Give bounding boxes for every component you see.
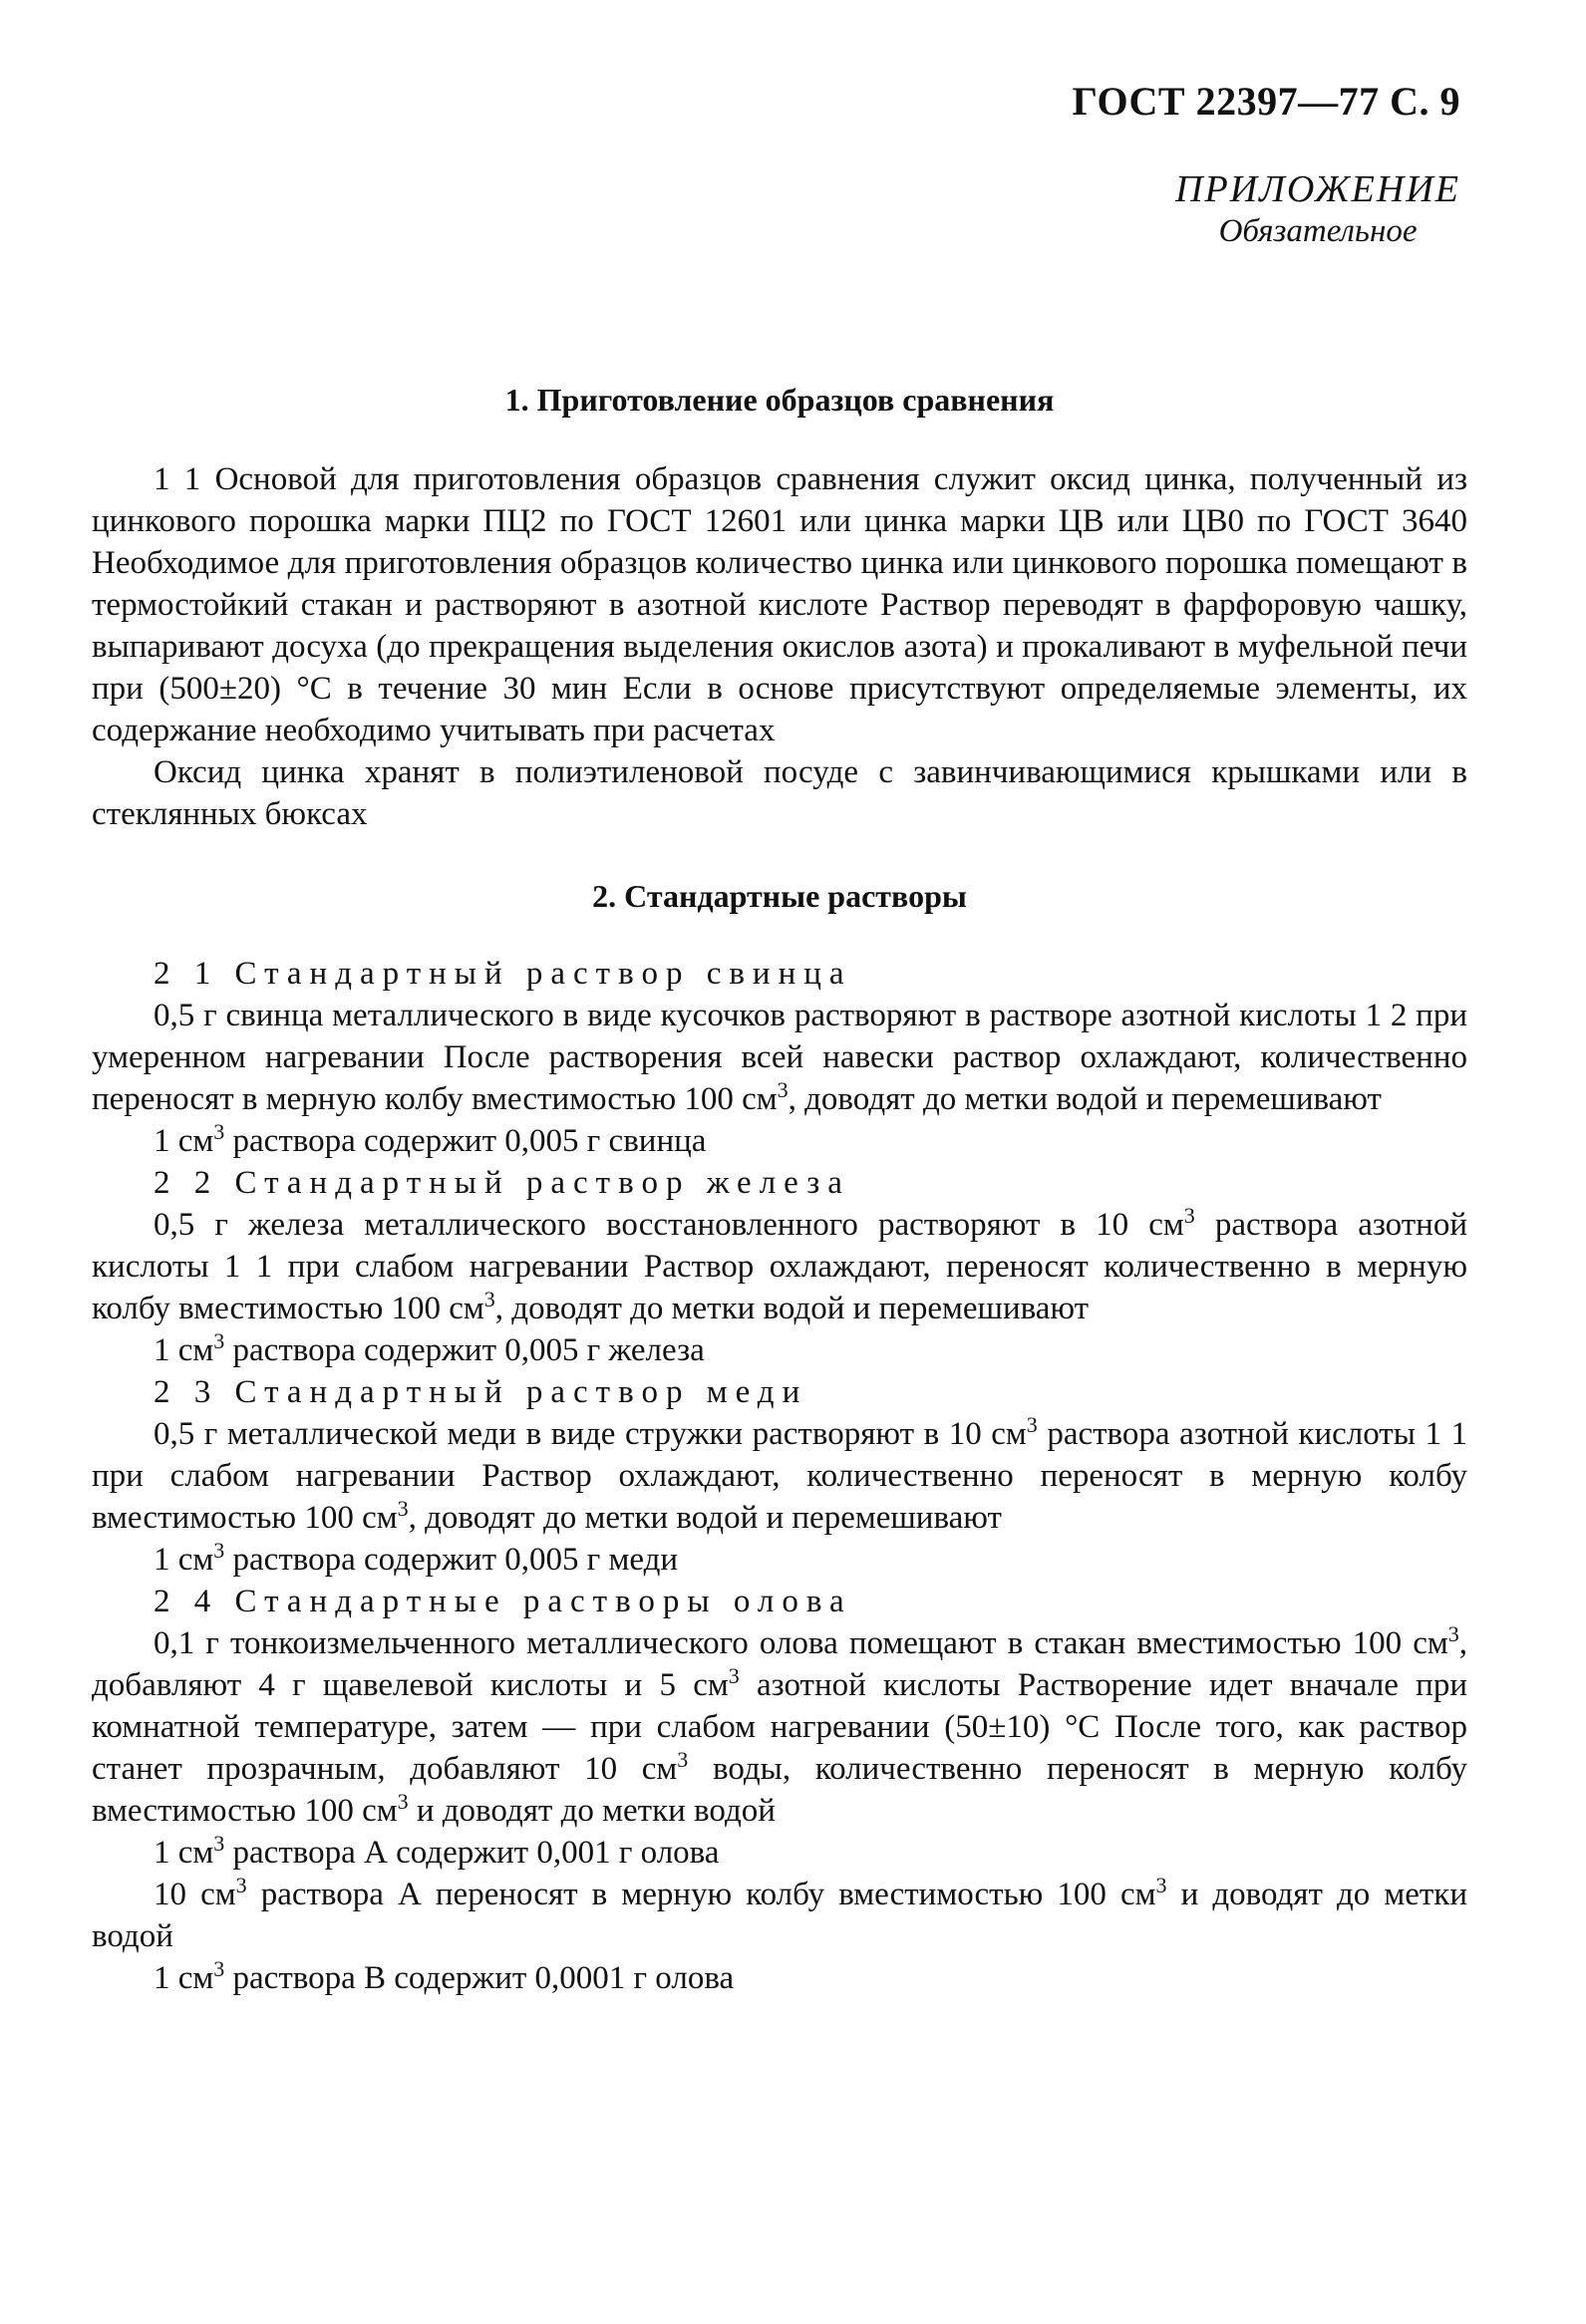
text-fragment: раствора содержит 0,005 г меди — [224, 1542, 679, 1578]
text-fragment: 0,5 г железа металлического восстановленного растворяют в 10 см — [154, 1207, 1184, 1243]
annex-label — [1175, 167, 1460, 250]
text-fragment: раствора В содержит 0,0001 г олова — [224, 1960, 735, 1996]
text-fragment: , добавляют 4 г щавелевой кислоты и 5 см — [92, 1625, 1467, 1703]
text-fragment: 0,1 г тонкоизмельченного металлического олова помещают в стакан вместимостью 100 см — [154, 1625, 1448, 1661]
text-fragment: раствора А содержит 0,001 г олова — [224, 1835, 720, 1871]
text-fragment: раствора азотной кислоты 1 1 при слабом нагревании Раствор охлаждают, переносят количественно в мерную колбу вместимостью 100 см — [92, 1207, 1467, 1326]
superscript: 3 — [728, 1663, 740, 1688]
superscript: 3 — [1155, 1873, 1167, 1897]
superscript: 3 — [483, 1287, 495, 1311]
text-fragment: , доводят до метки водой и перемешивают — [788, 1081, 1382, 1117]
superscript: 3 — [1026, 1412, 1038, 1437]
superscript: 3 — [213, 1538, 225, 1563]
superscript: 3 — [777, 1077, 789, 1102]
annex-title: ПРИЛОЖЕНИЕ — [1175, 168, 1460, 210]
text-fragment: и доводят до метки водой — [408, 1793, 776, 1829]
paragraph-2-4-a — [92, 1622, 1467, 1832]
paragraph-2-2-b — [92, 1329, 1467, 1371]
paragraph-2-3-b — [92, 1539, 1467, 1581]
subsection-2-2-title: 2 2 Стандартный раствор железа — [154, 1165, 850, 1201]
superscript: 3 — [397, 1789, 409, 1814]
text-fragment: 1 см — [154, 1332, 214, 1368]
paragraph-1-1: 1 1 Основой для приготовления образцов сравнения служит оксид цинка, полученный из цинкового порошка марки ПЦ2 по ГОСТ 12601 или цинка марки ЦВ или ЦВ0 по ГОСТ 3640 Необходимое для приготовления образцов количество цинка или цинкового порошка помещают в термостойкий стакан и растворяют в азотной кислоте Раствор переводят в фарфоровую чашку, выпаривают досуха (до прекращения выделения окислов азота) и прокаливают в муфельной печи при (500±20) °С в течение 30 мин Если в основе присутствуют определяемые элементы, их содержание необходимо учитывать при расчетах — [92, 461, 1467, 748]
subsection-2-1-title: 2 1 Стандартный раствор свинца — [154, 956, 852, 992]
text-fragment: воды, количественно переносят в мерную колбу вместимостью 100 см — [92, 1751, 1467, 1829]
paragraph-2-4-d — [92, 1957, 1467, 1999]
superscript: 3 — [397, 1496, 409, 1521]
text-fragment: и доводят до метки водой — [92, 1877, 1467, 1954]
text-fragment: , доводят до метки водой и перемешивают — [408, 1500, 1002, 1536]
text-fragment: 0,5 г металлической меди в виде стружки растворяют в 10 см — [154, 1416, 1027, 1452]
text-fragment: 1 см — [154, 1960, 214, 1996]
annex-subtitle: Обязательное — [1218, 213, 1418, 249]
superscript: 3 — [213, 1119, 225, 1144]
superscript: 3 — [1447, 1621, 1459, 1646]
superscript: 3 — [677, 1747, 689, 1772]
superscript: 3 — [1183, 1203, 1195, 1228]
superscript: 3 — [213, 1831, 225, 1856]
text-fragment: азотной кислоты Растворение идет вначале при комнатной температуре, затем — при слабом нагревании (50±10) °С После того, как раствор станет прозрачным, добавляют 10 см — [92, 1667, 1468, 1787]
text-fragment: 1 см — [154, 1542, 214, 1578]
section-2-heading: 2. Стандартные растворы — [592, 878, 967, 914]
text-fragment: 1 см — [154, 1835, 214, 1871]
superscript: 3 — [235, 1873, 247, 1897]
superscript: 3 — [213, 1328, 225, 1353]
page-header: ГОСТ 22397—77 С. 9 — [1072, 79, 1460, 124]
text-fragment: раствора А переносят в мерную колбу вместимостью 100 см — [246, 1877, 1156, 1912]
document-body — [92, 379, 1467, 1999]
text-fragment: 1 см — [154, 1123, 214, 1159]
subsection-2-4-title: 2 4 Стандартные растворы олова — [154, 1584, 852, 1619]
text-fragment: раствора содержит 0,005 г свинца — [224, 1123, 707, 1159]
paragraph-1-2: Оксид цинка хранят в полиэтиленовой посуде с завинчивающимися крышками или в стеклянных бюксах — [92, 754, 1467, 832]
paragraph-2-1-b — [92, 1120, 1467, 1162]
paragraph-2-4-b — [92, 1832, 1467, 1874]
text-fragment: , доводят до метки водой и перемешивают — [494, 1291, 1090, 1326]
superscript: 3 — [213, 1956, 225, 1981]
subsection-2-3-title: 2 3 Стандартный раствор меди — [154, 1374, 808, 1410]
paragraph-2-1-a — [92, 995, 1467, 1120]
section-1-heading: 1. Приготовление образцов сравнения — [504, 382, 1055, 418]
text-fragment: 0,5 г свинца металлического в виде кусочков растворяют в растворе азотной кислоты 1 2 при умеренном нагревании После растворения всей навески раствор охлаждают, количественно переносят в мерную колбу вместимостью 100 см — [92, 998, 1467, 1117]
paragraph-2-2-a — [92, 1204, 1467, 1329]
text-fragment: раствора азотной кислоты 1 1 при слабом нагревании Раствор охлаждают, количественно переносят в мерную колбу вместимостью 100 см — [92, 1416, 1467, 1536]
text-fragment: 10 см — [154, 1877, 236, 1912]
text-fragment: раствора содержит 0,005 г железа — [224, 1332, 705, 1368]
paragraph-2-4-c — [92, 1874, 1467, 1957]
paragraph-2-3-a — [92, 1413, 1467, 1539]
